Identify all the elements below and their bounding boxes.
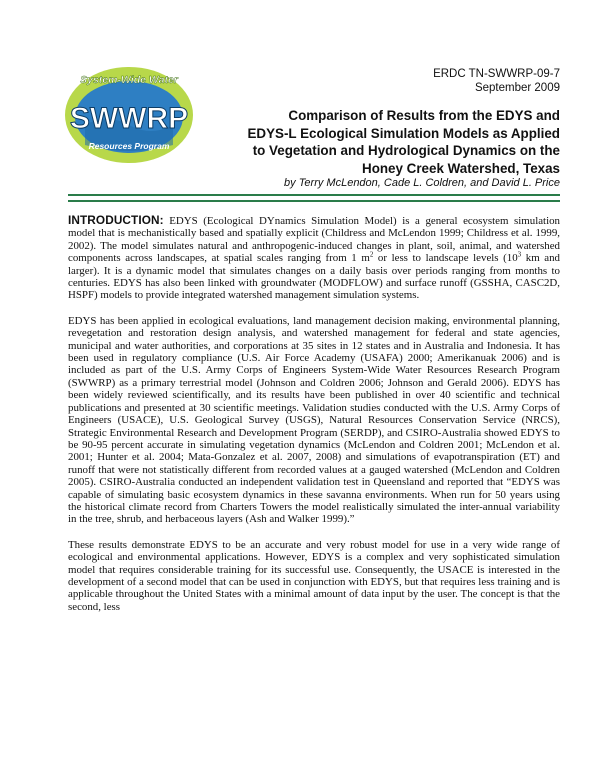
logo-top-text: System-Wide Water [80,74,178,86]
intro-text-a: EDYS (Ecological DYnamics Simulation Model) is a general ecosystem simulation model that is mechanistically based and spatially explicit (Childress and McLendon 1999; Childress et al. 1999, 2002). The model simulates natural and anthropogenic-induced changes in plant, soil, animal, and watershed components across landscapes, at spatial scales ranging from 1 m [68,215,560,265]
report-number: ERDC TN-SWWRP-09-7 [433,68,560,80]
logo-main-text: SWWRP [69,102,189,135]
document-title [200,107,560,177]
report-date: September 2009 [474,82,560,94]
intro-superscript-1: 2 [369,250,374,259]
intro-superscript-2: 3 [517,250,522,259]
paragraph-2: EDYS has been applied in ecological evaluations, land management decision making, environmental planning, revegetation and restoration design analysis, and watershed management for federal and state agencies, municipal and water authorities, and corporations at 35 sites in 12 states and in Australia and Indonesia. It has been used in regulatory compliance (U.S. Air Force Academy (USAFA) 2000; Amerikanuak 2006) and is included as part of the U.S. Army Corps of Engineers System-Wide Water Resources Research Program (SWWRP) as a primary terrestrial model (Johnson and Coldren 2006; Johnson and Gerald 2006). EDYS has been widely reviewed scientifically, and its results have been published in over 40 scientific and technical publications and presented at 30 scientific meetings. Validation studies conducted with the U.S. Army Corps of Engineers (USACE), U.S. Geological Survey (USGS), Natural Resources Conservation Service (NRCS), Strategic Environmental Research and Development Program (SERDP), and CSIRO-Australia showed EDYS to be 90-95 percent accurate in simulating vegetation dynamics (McLendon and Coldren 2001; McLendon et al. 2001; Hunter et al. 2004; Mata-Gonzalez et al. 2007, 2008) and simulations of evapotranspiration (ET) and runoff that were not statistically different from recorded values at a gauged watershed (McLendon and Coldren 2005). CSIRO-Australia conducted an independent validation test in Queensland and reported that “EDYS was capable of simulating basic ecosystem dynamics in these savanna environments. When run for 50 years using the historical climate record from Charters Towers the model realistically simulated the inter-annual variability in the tree, shrub, and herbaceous layers (Ash and Walker 1999).” [68,314,560,526]
author-byline: by Terry McLendon, Cade L. Coldren, and David L. Price [284,177,560,189]
intro-text-c: km and larger). It is a dynamic model that simulates changes on a daily basis over periods ranging from months to centuries. EDYS has also been linked with groundwater (MODFLOW) and surface runoff (GSSHA, CASC2D, HSPF) models to provide integrated watershed management simulation systems. [68,252,560,302]
title-line-4: Honey Creek Watershed, Texas [362,160,560,176]
header-divider-top [68,194,560,196]
intro-text-b: or less to landscape levels (10 [373,252,518,265]
intro-heading: INTRODUCTION: [68,213,164,227]
document-body [68,214,560,626]
logo-bottom-text: Resources Program [88,141,170,151]
report-header [433,67,560,95]
title-line-3: to Vegetation and Hydrological Dynamics on the [252,143,560,158]
title-line-2: EDYS-L Ecological Simulation Models as Applied [247,125,560,141]
paragraph-3: These results demonstrate EDYS to be an accurate and very robust model for use in a very wide range of ecological and environmental applications. However, EDYS is a complex and very sophisticated simulation model that requires considerable training for its successful use. Consequently, the USACE is interested in the development of a second model that can be used in conjunction with EDYS, but that requires less training and is applicable throughout the United States with a minimal amount of data input by the user. The concept is that the second, less [68,538,560,613]
title-line-1: Comparison of Results from the EDYS and [288,108,560,123]
header-divider-bottom [68,200,560,202]
intro-paragraph [68,214,560,302]
swwrp-logo [63,65,195,165]
